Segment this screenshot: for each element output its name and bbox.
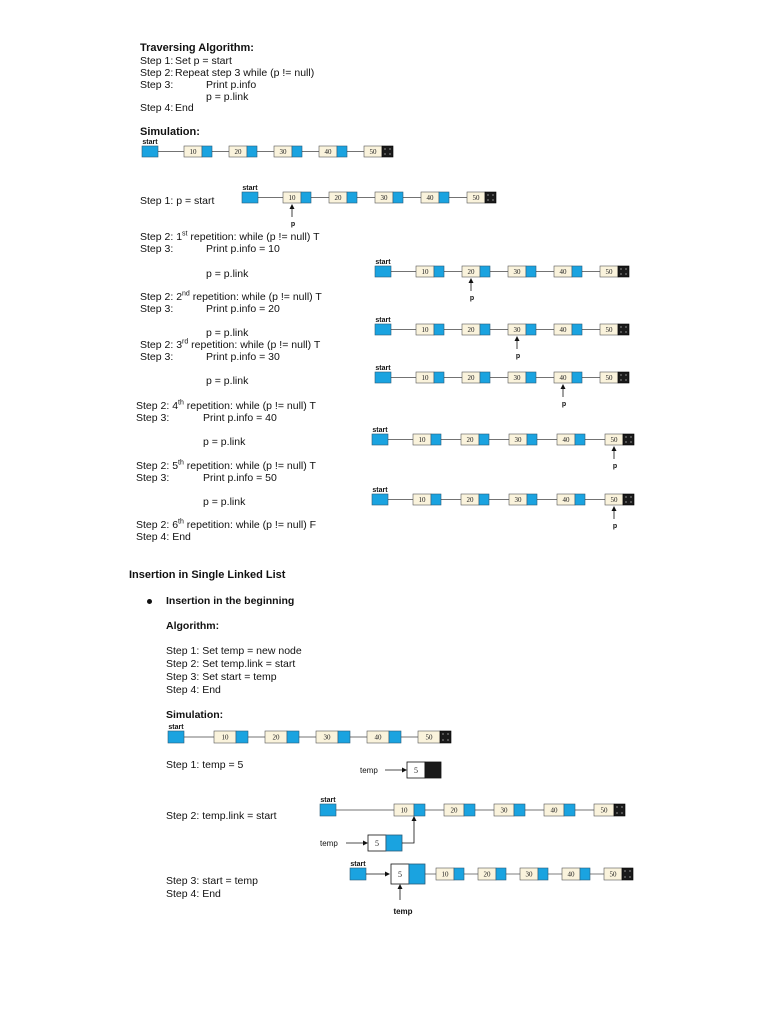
node-value-10: 10 xyxy=(418,436,426,444)
linked-list-diagram-insert-step2 xyxy=(318,794,650,856)
node-link-10 xyxy=(431,494,441,505)
node-value-30: 30 xyxy=(380,194,388,202)
temp-link-arrowhead xyxy=(412,816,417,821)
linked-list-diagram-rep1 xyxy=(373,256,652,305)
node-link-30 xyxy=(526,324,536,335)
node-value-30: 30 xyxy=(513,326,521,334)
node-value-10: 10 xyxy=(421,374,429,382)
node-value-30: 30 xyxy=(525,870,533,879)
node-link-10 xyxy=(454,868,464,880)
start-label: start xyxy=(320,797,336,804)
temp-pointer-arrowhead xyxy=(398,884,403,889)
pointer-arrowhead xyxy=(612,506,617,511)
node-value-10: 10 xyxy=(288,194,296,202)
node-link-40 xyxy=(572,266,582,277)
trav-step-1-label: Step 1: xyxy=(140,55,174,67)
node-value-20: 20 xyxy=(450,806,458,815)
trav-end: Step 4: End xyxy=(136,531,191,543)
temp-arrowhead xyxy=(402,768,407,773)
null-dot xyxy=(389,153,391,155)
linked-list-diagram-insert-initial xyxy=(166,721,475,749)
null-dot xyxy=(625,268,627,270)
node-value-20: 20 xyxy=(467,268,475,276)
node-link-30 xyxy=(292,146,302,157)
null-dot xyxy=(625,436,627,438)
node-link-20 xyxy=(496,868,506,880)
rep2-print: Print p.info = 20 xyxy=(206,303,280,315)
start-pointer-box xyxy=(320,804,336,816)
null-dot xyxy=(630,501,632,503)
null-dot xyxy=(620,331,622,333)
node-value-30: 30 xyxy=(279,148,287,156)
node-link-40 xyxy=(337,146,347,157)
node-value-50: 50 xyxy=(472,194,480,202)
start-pointer-box xyxy=(375,372,391,383)
node-link-10 xyxy=(434,266,444,277)
node-link-20 xyxy=(287,731,299,743)
ins-step-4: Step 4: End xyxy=(166,684,221,696)
node-value-50: 50 xyxy=(605,268,613,276)
node-value-30: 30 xyxy=(323,733,331,742)
null-dot xyxy=(625,501,627,503)
rep6-line: Step 2: 6th repetition: while (p != null) F xyxy=(136,518,317,531)
node-value-20: 20 xyxy=(467,374,475,382)
node-value-50: 50 xyxy=(605,326,613,334)
null-dot xyxy=(616,806,618,808)
list-svg xyxy=(166,721,475,749)
pointer-arrowhead xyxy=(469,278,474,283)
node-link-30 xyxy=(338,731,350,743)
node-value-20: 20 xyxy=(234,148,242,156)
start-pointer-box xyxy=(350,868,366,880)
rep1-line: Step 2: 1st repetition: while (p != null) T xyxy=(140,230,320,243)
node-link-10 xyxy=(434,324,444,335)
node-link-10 xyxy=(414,804,425,816)
pointer-label: p xyxy=(612,523,618,530)
node-link-20 xyxy=(480,266,490,277)
pointer-arrowhead xyxy=(290,204,295,209)
pointer-arrowhead xyxy=(612,446,617,451)
node-value-40: 40 xyxy=(559,326,567,334)
node-link-30 xyxy=(526,372,536,383)
start-label: start xyxy=(372,487,388,494)
node-link-40 xyxy=(575,494,585,505)
rep5-link: p = p.link xyxy=(203,496,246,508)
temp-label: temp xyxy=(320,839,338,848)
null-dot xyxy=(624,870,626,872)
null-dot xyxy=(447,733,449,735)
rep5-line: Step 2: 5th repetition: while (p != null) T xyxy=(136,459,316,472)
pointer-arrowhead xyxy=(515,336,520,341)
insertion-bullet: Insertion in the beginning xyxy=(166,595,295,607)
node-link-20 xyxy=(479,434,489,445)
null-link xyxy=(618,372,629,383)
node-value-40: 40 xyxy=(374,733,382,742)
node-value-20: 20 xyxy=(334,194,342,202)
null-dot xyxy=(625,379,627,381)
start-label: start xyxy=(242,185,258,192)
node-value-20: 20 xyxy=(483,870,491,879)
trav-step-2-label: Step 2: xyxy=(140,67,174,79)
start-pointer-box xyxy=(375,266,391,277)
temp-label: temp xyxy=(360,766,378,775)
node-link-10 xyxy=(236,731,248,743)
linked-list-diagram-initial xyxy=(140,136,415,163)
rep4-print-label: Step 3: xyxy=(136,412,170,424)
rep4-line: Step 2: 4th repetition: while (p != null) T xyxy=(136,399,316,412)
temp-node-link xyxy=(425,762,441,778)
node-value-50: 50 xyxy=(610,436,618,444)
start-label: start xyxy=(350,861,366,868)
null-dot xyxy=(624,876,626,878)
null-dot xyxy=(625,374,627,376)
null-dot xyxy=(625,331,627,333)
node-value-50: 50 xyxy=(600,806,608,815)
node-value-10: 10 xyxy=(421,268,429,276)
node-link-40 xyxy=(564,804,575,816)
start-pointer-box xyxy=(168,731,184,743)
start-pointer-box xyxy=(375,324,391,335)
list-svg xyxy=(373,362,652,411)
null-dot xyxy=(620,379,622,381)
trav-step-2-text: Repeat step 3 while (p != null) xyxy=(175,67,315,79)
pointer-label: p xyxy=(612,463,618,470)
ins-sim-step3: Step 3: start = temp xyxy=(166,875,258,887)
null-dot xyxy=(389,148,391,150)
null-dot xyxy=(625,273,627,275)
node-link-10 xyxy=(431,434,441,445)
null-dot xyxy=(630,436,632,438)
node-value-10: 10 xyxy=(441,870,449,879)
node-value-40: 40 xyxy=(426,194,434,202)
node-link-10 xyxy=(434,372,444,383)
null-dot xyxy=(629,870,631,872)
node-value-40: 40 xyxy=(550,806,558,815)
node-link-20 xyxy=(347,192,357,203)
temp-svg xyxy=(355,758,455,780)
null-dot xyxy=(616,812,618,814)
null-link xyxy=(622,868,633,880)
ins-sim-step1: Step 1: temp = 5 xyxy=(166,759,244,771)
ins-simulation-heading: Simulation: xyxy=(166,709,224,721)
null-link xyxy=(485,192,496,203)
node-value-40: 40 xyxy=(324,148,332,156)
node-value-10: 10 xyxy=(189,148,197,156)
null-link xyxy=(614,804,625,816)
node-value-50: 50 xyxy=(605,374,613,382)
start-pointer-box xyxy=(372,494,388,505)
temp-pointer-label: temp xyxy=(393,907,413,916)
rep3-line: Step 2: 3rd repetition: while (p != null) T xyxy=(140,338,321,351)
linked-list-diagram-rep3 xyxy=(373,362,652,411)
node-link-40 xyxy=(439,192,449,203)
rep3-link: p = p.link xyxy=(206,375,249,387)
node-value-40: 40 xyxy=(562,496,570,504)
node-link-40 xyxy=(572,324,582,335)
null-dot xyxy=(492,194,494,196)
null-link xyxy=(623,494,634,505)
node-value-40: 40 xyxy=(567,870,575,879)
start-pointer-box xyxy=(142,146,158,157)
null-dot xyxy=(384,148,386,150)
node-link-10 xyxy=(202,146,212,157)
node-value-10: 10 xyxy=(221,733,229,742)
node-value-10: 10 xyxy=(418,496,426,504)
null-dot xyxy=(625,326,627,328)
start-arrowhead xyxy=(385,872,390,877)
start-label: start xyxy=(142,139,158,146)
rep2-link: p = p.link xyxy=(206,327,249,339)
rep3-print-label: Step 3: xyxy=(140,351,174,363)
null-dot xyxy=(630,441,632,443)
temp-node-diagram xyxy=(355,758,455,780)
temp-link-arrow xyxy=(402,818,414,843)
node-value-40: 40 xyxy=(559,268,567,276)
rep5-print-label: Step 3: xyxy=(136,472,170,484)
node-link-30 xyxy=(538,868,548,880)
rep5-print: Print p.info = 50 xyxy=(203,472,277,484)
trav-step-4-text: End xyxy=(175,102,194,114)
null-link xyxy=(382,146,393,157)
null-dot xyxy=(620,268,622,270)
node-value-50: 50 xyxy=(425,733,433,742)
rep1-link: p = p.link xyxy=(206,268,249,280)
node-link-30 xyxy=(527,434,537,445)
rep3-print: Print p.info = 30 xyxy=(206,351,280,363)
null-link xyxy=(440,731,451,743)
node-value-20: 20 xyxy=(466,496,474,504)
node-value-30: 30 xyxy=(513,268,521,276)
null-dot xyxy=(620,374,622,376)
temp-node-value: 5 xyxy=(414,766,418,775)
traversal-title: Traversing Algorithm: xyxy=(140,42,254,54)
node-value-20: 20 xyxy=(467,326,475,334)
node-link-20 xyxy=(247,146,257,157)
temp-arrowhead xyxy=(363,841,368,846)
pointer-label: p xyxy=(290,221,296,228)
pointer-arrowhead xyxy=(561,384,566,389)
list-svg xyxy=(318,794,650,856)
node-value-30: 30 xyxy=(500,806,508,815)
null-dot xyxy=(487,194,489,196)
temp-node-value: 5 xyxy=(375,839,379,848)
temp-node-value: 5 xyxy=(398,870,402,879)
null-dot xyxy=(629,876,631,878)
linked-list-diagram-insert-step3 xyxy=(348,858,648,922)
linked-list-diagram-step1 xyxy=(240,182,519,231)
node-link-30 xyxy=(526,266,536,277)
null-dot xyxy=(625,496,627,498)
sim-step1: Step 1: p = start xyxy=(140,195,215,207)
start-label: start xyxy=(375,365,391,372)
null-dot xyxy=(620,326,622,328)
pointer-label: p xyxy=(561,401,567,408)
trav-step-3b-text: p = p.link xyxy=(206,91,249,103)
list-svg xyxy=(140,136,415,163)
node-value-50: 50 xyxy=(610,496,618,504)
temp-node-link xyxy=(386,835,402,851)
null-link xyxy=(618,324,629,335)
node-link-40 xyxy=(580,868,590,880)
temp-node-link xyxy=(409,864,425,884)
node-link-20 xyxy=(480,324,490,335)
node-value-20: 20 xyxy=(466,436,474,444)
node-link-40 xyxy=(389,731,401,743)
null-dot xyxy=(620,273,622,275)
ins-step-1: Step 1: Set temp = new node xyxy=(166,645,302,657)
rep4-link: p = p.link xyxy=(203,436,246,448)
trav-step-3-label: Step 3: xyxy=(140,79,174,91)
node-link-30 xyxy=(393,192,403,203)
null-dot xyxy=(492,199,494,201)
rep1-print-label: Step 3: xyxy=(140,243,174,255)
insertion-title: Insertion in Single Linked List xyxy=(129,569,286,581)
null-dot xyxy=(442,733,444,735)
node-link-40 xyxy=(575,434,585,445)
null-dot xyxy=(621,806,623,808)
start-label: start xyxy=(372,427,388,434)
node-value-50: 50 xyxy=(369,148,377,156)
rep4-print: Print p.info = 40 xyxy=(203,412,277,424)
node-value-30: 30 xyxy=(514,496,522,504)
algorithm-heading: Algorithm: xyxy=(166,620,220,632)
linked-list-diagram-rep5 xyxy=(370,484,659,533)
list-svg xyxy=(370,424,659,473)
null-dot xyxy=(384,153,386,155)
node-value-10: 10 xyxy=(400,806,408,815)
rep1-print: Print p.info = 10 xyxy=(206,243,280,255)
linked-list-diagram-rep4 xyxy=(370,424,659,473)
rep2-line: Step 2: 2nd repetition: while (p != null) T xyxy=(140,290,322,303)
node-link-10 xyxy=(301,192,311,203)
list-svg xyxy=(348,858,648,922)
start-pointer-box xyxy=(242,192,258,203)
ins-step-3: Step 3: Set start = temp xyxy=(166,671,277,683)
node-link-20 xyxy=(479,494,489,505)
node-link-30 xyxy=(514,804,525,816)
null-dot xyxy=(487,199,489,201)
trav-step-4-label: Step 4: xyxy=(140,102,174,114)
node-value-30: 30 xyxy=(513,374,521,382)
node-value-50: 50 xyxy=(609,870,617,879)
start-pointer-box xyxy=(372,434,388,445)
start-label: start xyxy=(375,259,391,266)
node-link-20 xyxy=(480,372,490,383)
bullet-dot xyxy=(147,599,152,604)
trav-step-1-text: Set p = start xyxy=(175,55,232,67)
ins-sim-step2: Step 2: temp.link = start xyxy=(166,810,277,822)
rep2-print-label: Step 3: xyxy=(140,303,174,315)
node-value-40: 40 xyxy=(559,374,567,382)
ins-step-2: Step 2: Set temp.link = start xyxy=(166,658,296,670)
list-svg xyxy=(240,182,519,231)
ins-sim-step4: Step 4: End xyxy=(166,888,221,900)
list-svg xyxy=(373,314,652,363)
node-value-10: 10 xyxy=(421,326,429,334)
pointer-label: p xyxy=(469,295,475,302)
pointer-label: p xyxy=(515,353,521,360)
null-dot xyxy=(447,739,449,741)
linked-list-diagram-rep2 xyxy=(373,314,652,363)
node-link-30 xyxy=(527,494,537,505)
null-dot xyxy=(630,496,632,498)
node-value-30: 30 xyxy=(514,436,522,444)
null-dot xyxy=(625,441,627,443)
trav-step-3-text: Print p.info xyxy=(206,79,257,91)
node-value-20: 20 xyxy=(272,733,280,742)
list-svg xyxy=(373,256,652,305)
start-label: start xyxy=(375,317,391,324)
list-svg xyxy=(370,484,659,533)
null-dot xyxy=(442,739,444,741)
start-label: start xyxy=(168,724,184,731)
node-link-40 xyxy=(572,372,582,383)
null-link xyxy=(618,266,629,277)
null-dot xyxy=(621,812,623,814)
null-link xyxy=(623,434,634,445)
node-value-40: 40 xyxy=(562,436,570,444)
trav-simulation-heading: Simulation: xyxy=(140,126,200,138)
node-link-20 xyxy=(464,804,475,816)
